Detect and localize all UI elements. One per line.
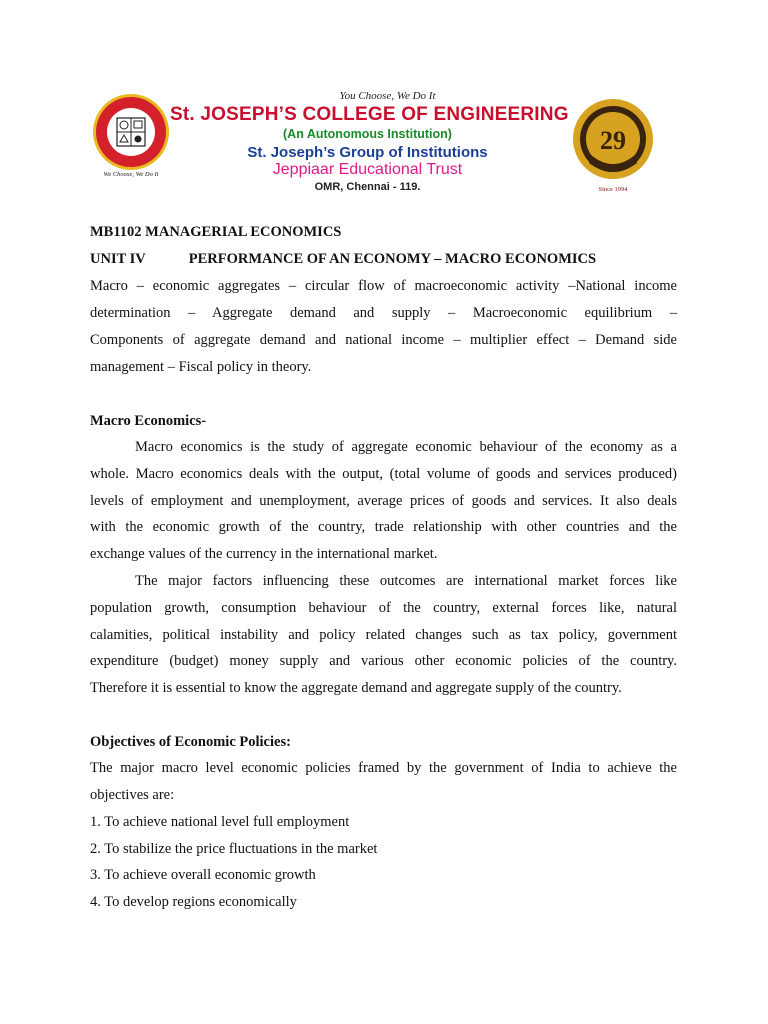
autonomous-label: (An Autonomous Institution) [283, 127, 452, 141]
paragraph-line: The major macro level economic policies framed by the government of India to achieve the [90, 760, 677, 776]
paragraph-line: population growth, consumption behaviour of the country, external forces like, natural [90, 600, 677, 616]
unit-label: UNIT IV [90, 251, 146, 267]
trust-name: Jeppiaar Educational Trust [272, 161, 463, 178]
list-item: 1. To achieve national level full employment [90, 814, 350, 830]
paragraph-line: expenditure (budget) money supply and various other economic policies of the country. [90, 653, 677, 669]
paragraph-line: Macro economics is the study of aggregate economic behaviour of the economy as a [135, 439, 677, 455]
syllabus-line: Components of aggregate demand and national income – multiplier effect – Demand side [90, 332, 677, 348]
paragraph-line: The major factors influencing these outcomes are international market forces like [135, 573, 677, 589]
paragraph-line: with the economic growth of the country, trade relationship with other countries and the [90, 519, 677, 535]
letterhead-text [170, 90, 569, 193]
college-name: St. JOSEPH’S COLLEGE OF ENGINEERING [170, 104, 569, 125]
paragraph-line: objectives are: [90, 787, 175, 803]
letterhead [0, 0, 768, 215]
badge-since: Since 1994 [598, 186, 628, 193]
syllabus-line: determination – Aggregate demand and supply – Macroeconomic equilibrium – [90, 305, 677, 321]
paragraph-line: Therefore it is essential to know the aggregate demand and aggregate supply of the country. [90, 680, 622, 696]
syllabus-line: management – Fiscal policy in theory. [90, 359, 312, 375]
section-heading: Macro Economics- [90, 413, 207, 429]
college-emblem-logo [90, 92, 172, 180]
syllabus-line: Macro – economic aggregates – circular flow of macroeconomic activity –National income [90, 278, 677, 294]
paragraph-line: whole. Macro economics deals with the output, (total volume of goods and services produced) [90, 466, 677, 482]
list-item: 4. To develop regions economically [90, 894, 297, 910]
emblem-motto: We Choose, We Do It [103, 171, 159, 178]
badge-number: 29 [600, 126, 626, 155]
course-title: MB1102 MANAGERIAL ECONOMICS [90, 224, 342, 240]
paragraph-line: levels of employment and unemployment, average prices of goods and services. It also deals [90, 493, 677, 509]
section-heading: Objectives of Economic Policies: [90, 734, 291, 750]
paragraph-line: calamities, political instability and policy related changes such as tax policy, government [90, 627, 677, 643]
tagline: You Choose, We Do It [339, 90, 436, 102]
address: OMR, Chennai - 119. [314, 181, 421, 193]
unit-line [90, 246, 677, 273]
list-item: 2. To stabilize the price fluctuations in the market [90, 841, 378, 857]
group-name: St. Joseph’s Group of Institutions [247, 144, 488, 161]
unit-title: PERFORMANCE OF AN ECONOMY – MACRO ECONOMICS [188, 251, 597, 267]
list-item: 3. To achieve overall economic growth [90, 867, 316, 883]
paragraph-line: exchange values of the currency in the international market. [90, 546, 438, 562]
anniversary-badge-logo [563, 93, 663, 193]
